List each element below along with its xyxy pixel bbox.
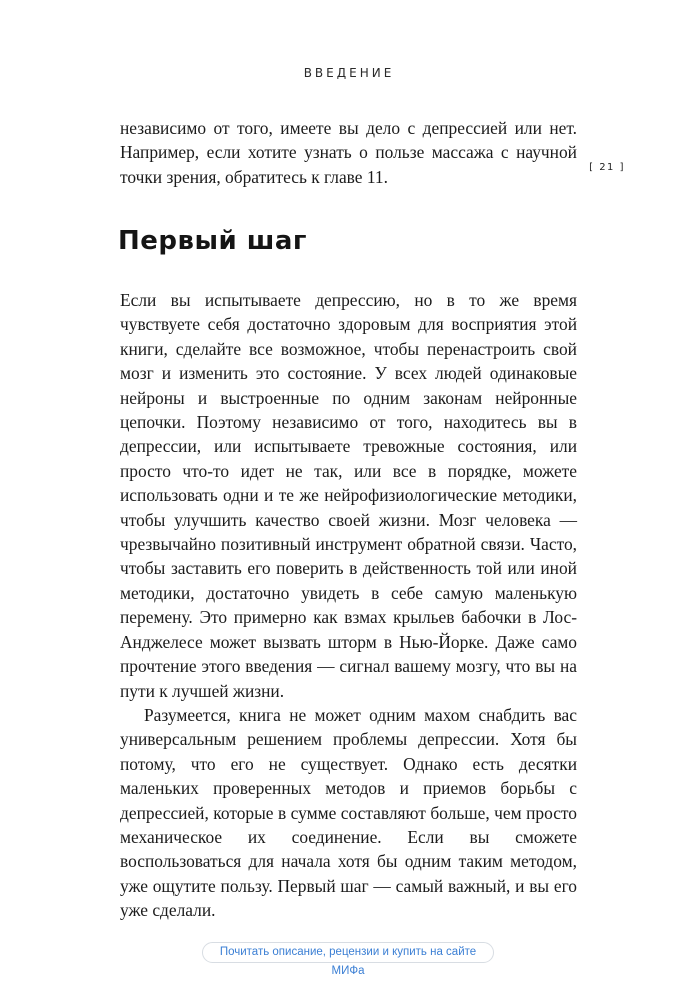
- section-body: [120, 288, 577, 923]
- buy-on-mif-link[interactable]: Почитать описание, рецензии и купить на сайте МИФа: [202, 942, 494, 963]
- continued-paragraph: независимо от того, имеете вы дело с депрессией или нет. Например, если хотите узнать о пользе массажа с научной точки зрения, обратитесь к главе 11.: [120, 118, 577, 187]
- section-heading: Первый шаг: [118, 226, 307, 256]
- continued-paragraph-block: [120, 116, 577, 189]
- page-number: [ 21 ]: [589, 162, 625, 173]
- running-head: ВВЕДЕНИЕ: [303, 66, 395, 80]
- paragraph-1: Если вы испытываете депрессию, но в то же время чувствуете себя достаточно здоровым для восприятия этой книги, сделайте все возможное, чтобы перенастроить свой мозг и изменить это состояние. У всех людей одинаковые нейроны и выстроенные по одним законам нейронные цепочки. Поэтому независимо от того, находитесь вы в депрессии, или испытываете тревожные состояния, или просто что-то идет не так, или все в порядке, можете использовать одни и те же нейрофизиологические методики, чтобы улучшить качество своей жизни. Мозг человека — чрезвычайно позитивный инструмент обратной связи. Часто, чтобы заставить его поверить в действенность той или иной методики, достаточно увидеть в себе самую маленькую перемену. Это примерно как взмах крыльев бабочки в Лос-Анджелесе может вызвать шторм в Нью-Йорке. Даже само прочтение этого введения — сигнал вашему мозгу, что вы на пути к лучшей жизни.: [120, 290, 577, 701]
- paragraph-2: Разумеется, книга не может одним махом снабдить вас универсальным решением проблемы депрессии. Хотя бы потому, что его не существует. Однако есть десятки маленьких проверенных методов и приемов борьбы с депрессией, которые в сумме составляют больше, чем просто механическое их соединение. Если вы сможете воспользоваться для начала хотя бы одним таким методом, уже ощутите пользу. Первый шаг — самый важный, и вы его уже сделали.: [120, 704, 577, 921]
